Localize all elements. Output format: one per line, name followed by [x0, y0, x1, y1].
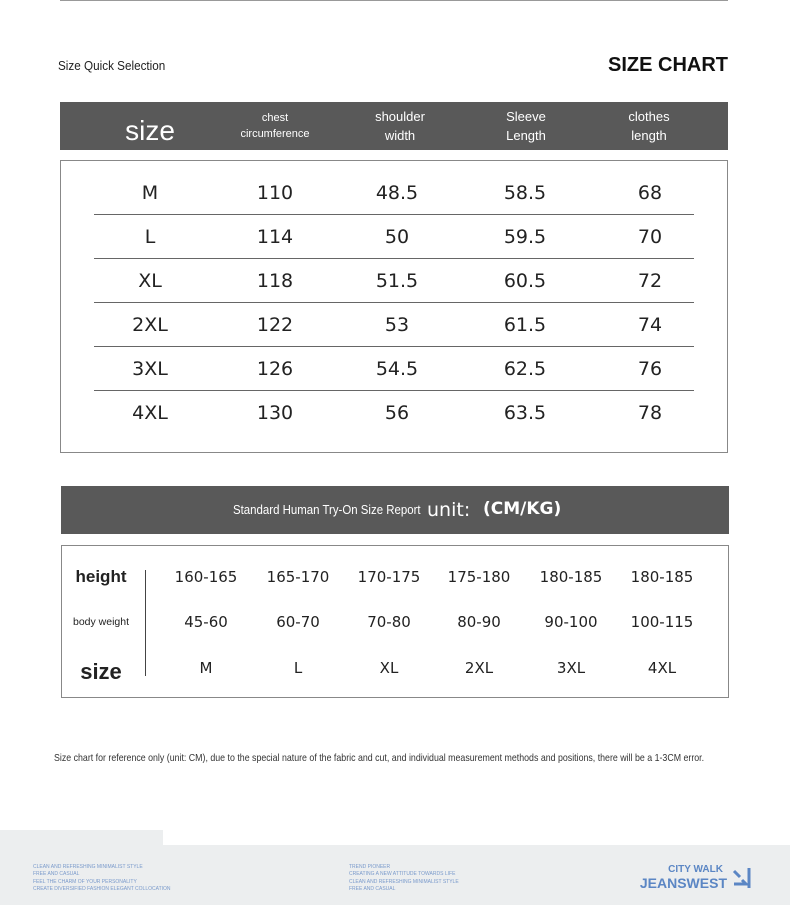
size-chart-title: SIZE CHART: [608, 54, 728, 76]
table-cell: 59.5: [503, 226, 547, 248]
col-label: Sleeve: [506, 109, 546, 124]
table-row: [0, 303, 790, 347]
table-cell: L: [293, 659, 303, 677]
table-cell: 78: [637, 402, 663, 424]
col-shoulder: [375, 102, 425, 150]
footer-line: FREE AND CASUAL: [33, 871, 80, 878]
col-label: width: [384, 128, 416, 143]
footer-line: CLEAN AND REFRESHING MINIMALIST STYLE: [33, 864, 143, 870]
divider: [145, 570, 146, 676]
table-cell: M: [141, 182, 159, 204]
table-cell: 122: [256, 314, 294, 336]
col-label: shoulder: [375, 109, 425, 124]
footer-line: TREND PIONEER: [349, 864, 391, 870]
table-row: [0, 171, 790, 215]
unit-label: unit:: [427, 499, 471, 521]
table-cell: 160-165: [174, 568, 238, 586]
table-cell: 4XL: [647, 659, 677, 677]
footer-line: FREE AND CASUAL: [349, 885, 396, 892]
table-cell: 2XL: [464, 659, 494, 677]
col-label: circumference: [240, 128, 310, 140]
col-label: length: [631, 128, 667, 143]
table-cell: 110: [256, 182, 294, 204]
col-label: Length: [506, 128, 546, 143]
footer-line: CLEAN AND REFRESHING MINIMALIST STYLE: [349, 878, 459, 885]
table-cell: 180-185: [539, 568, 603, 586]
tryon-header: [61, 486, 729, 534]
tryon-title: Standard Human Try-On Size Report: [233, 502, 421, 517]
divider: [60, 0, 728, 1]
footer-left-text: [33, 864, 171, 893]
size-note: Size chart for reference only (unit: CM), due to the special nature of the fabric and cut, and individual measurement methods and positions, there will be a 1-3CM error.: [54, 752, 705, 764]
table-cell: 70-80: [367, 613, 411, 631]
row-label: height: [75, 567, 127, 586]
table-row: [0, 391, 790, 435]
table-cell: 50: [384, 226, 410, 248]
table-cell: 4XL: [132, 402, 168, 424]
table-cell: 118: [256, 270, 294, 292]
logo-mark-icon: [732, 867, 754, 889]
table-cell: 54.5: [375, 358, 419, 380]
table-cell: 56: [384, 402, 410, 424]
table-cell: 165-170: [266, 568, 330, 586]
table-row: [0, 259, 790, 303]
table-cell: 60-70: [276, 613, 320, 631]
table-cell: XL: [138, 270, 162, 292]
col-size: [125, 106, 175, 154]
table-cell: 126: [256, 358, 294, 380]
table-cell: 70: [637, 226, 663, 248]
table-row: [0, 347, 790, 391]
table-cell: 51.5: [375, 270, 419, 292]
footer-line: FEEL THE CHARM OF YOUR PERSONALITY: [33, 878, 137, 885]
size-quick-selection-label: Size Quick Selection: [58, 58, 166, 73]
table-cell: 72: [637, 270, 663, 292]
table-cell: 60.5: [503, 270, 547, 292]
table-cell: 170-175: [357, 568, 421, 586]
table-cell: 3XL: [556, 659, 586, 677]
table-cell: 61.5: [503, 314, 547, 336]
table-cell: 76: [637, 358, 663, 380]
table-cell: 3XL: [132, 358, 168, 380]
col-clothes: [628, 102, 669, 150]
table-cell: XL: [379, 659, 399, 677]
table-cell: 68: [637, 182, 663, 204]
table-cell: 2XL: [132, 314, 168, 336]
table-cell: 48.5: [375, 182, 419, 204]
table-cell: 63.5: [503, 402, 547, 424]
footer-line: CREATE DIVERSIFIED FASHION ELEGANT COLLOCATION: [33, 885, 171, 892]
table-row: [0, 215, 790, 259]
unit-value: (CM/KG): [483, 499, 562, 519]
table-cell: 90-100: [544, 613, 598, 631]
table-cell: 62.5: [503, 358, 547, 380]
footer-line: CREATING A NEW ATTITUDE TOWARDS LIFE: [349, 871, 456, 878]
jeanswest-logo: [640, 864, 754, 891]
col-label: clothes: [628, 109, 670, 124]
footer-middle-text: [349, 864, 459, 893]
table-cell: 114: [256, 226, 294, 248]
table-cell: 130: [256, 402, 294, 424]
table-cell: 53: [384, 314, 410, 336]
logo-text: JEANSWEST: [639, 875, 727, 891]
table-cell: 175-180: [447, 568, 511, 586]
table-cell: 74: [637, 314, 663, 336]
table-cell: L: [144, 226, 156, 248]
col-sleeve: [506, 102, 546, 150]
row-label: body weight: [72, 616, 130, 628]
table-cell: M: [199, 659, 213, 677]
col-label: size: [125, 114, 175, 146]
col-label: chest: [261, 112, 289, 124]
col-chest: [240, 102, 309, 150]
size-table-header: [60, 102, 728, 150]
table-cell: 45-60: [184, 613, 228, 631]
row-label: size: [80, 659, 122, 684]
table-cell: 100-115: [630, 613, 694, 631]
table-cell: 180-185: [630, 568, 694, 586]
table-cell: 80-90: [457, 613, 501, 631]
logo-text: CITY WALK: [668, 864, 723, 875]
table-cell: 58.5: [503, 182, 547, 204]
